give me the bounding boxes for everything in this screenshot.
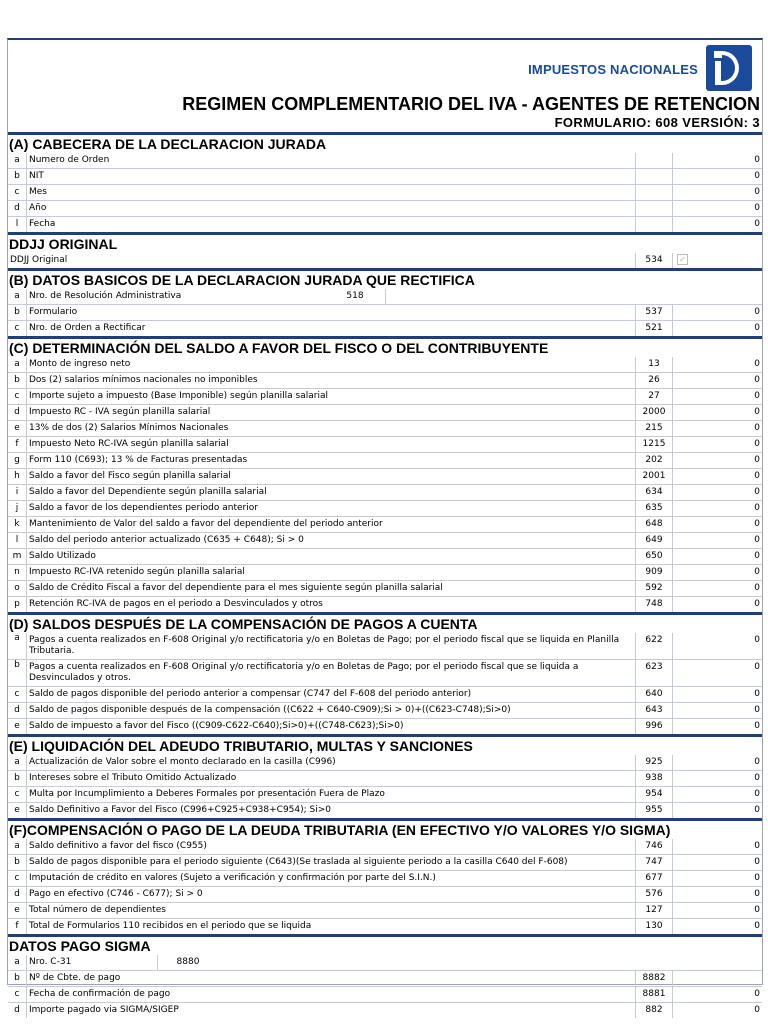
field-code: 130 (635, 919, 672, 934)
field-code: 8882 (635, 971, 672, 986)
field-code: 8881 (635, 987, 672, 1002)
field-code (635, 169, 672, 184)
section-title: DATOS PAGO SIGMA (8, 934, 762, 955)
row-letter: i (8, 485, 27, 500)
field-code (635, 153, 672, 168)
field-code: 747 (635, 855, 672, 870)
table-row (8, 565, 762, 581)
value-field[interactable]: 0 (672, 919, 762, 934)
section-sigma (8, 934, 762, 1018)
value-field[interactable]: 0 (672, 771, 762, 786)
value-field[interactable]: 0 (672, 581, 762, 596)
ddjj-original-checkbox[interactable] (672, 253, 762, 268)
field-code: 640 (635, 687, 672, 702)
row-spacer (218, 955, 762, 970)
table-row (8, 1003, 762, 1018)
field-code: 26 (635, 373, 672, 388)
value-field[interactable]: 0 (672, 185, 762, 200)
field-code: 623 (635, 660, 672, 686)
table-row (8, 321, 762, 336)
value-field[interactable]: 0 (672, 501, 762, 516)
row-letter: d (8, 201, 27, 216)
row-description: DDJJ Original (10, 255, 68, 265)
section-title: DDJJ ORIGINAL (8, 232, 762, 253)
row-description: Saldo de Crédito Fiscal a favor del dependiente para el mes siguiente según planilla salarial (29, 583, 443, 593)
table-row (8, 871, 762, 887)
field-code: 2000 (635, 405, 672, 420)
row-description: Importe sujeto a impuesto (Base Imponible) según planilla salarial (29, 391, 328, 401)
row-letter: f (8, 437, 27, 452)
value-field[interactable]: 0 (672, 405, 762, 420)
table-row (8, 485, 762, 501)
row-description: Saldo de impuesto a favor del Fisco ((C909-C622-C640);Si>0)+((C748-C623);Si>0) (29, 721, 404, 731)
field-code: 938 (635, 771, 672, 786)
row-letter: d (8, 1003, 27, 1018)
table-row (8, 803, 762, 818)
field-code: 649 (635, 533, 672, 548)
table-row (8, 887, 762, 903)
row-description: Dos (2) salarios mínimos nacionales no imponibles (29, 375, 258, 385)
row-letter: b (8, 855, 27, 870)
value-field[interactable]: 0 (672, 803, 762, 818)
row-description: Saldo del periodo anterior actualizado (C635 + C648); Si > 0 (29, 535, 304, 545)
row-letter: d (8, 703, 27, 718)
ddjj-row (8, 253, 762, 268)
value-field[interactable]: 0 (672, 153, 762, 168)
row-description: Saldo Definitivo a Favor del Fisco (C996+C925+C938+C954); Si>0 (29, 805, 332, 815)
row-letter: k (8, 517, 27, 532)
section-ddjj (8, 232, 762, 268)
form-header (8, 40, 762, 132)
table-row (8, 660, 762, 687)
table-row (8, 469, 762, 485)
row-letter: c (8, 185, 27, 200)
field-code: 643 (635, 703, 672, 718)
table-row (8, 405, 762, 421)
table-row (8, 787, 762, 803)
section-f (8, 818, 762, 934)
value-field[interactable]: 0 (672, 903, 762, 918)
row-letter: d (8, 887, 27, 902)
field-code: 996 (635, 719, 672, 734)
row-description: Saldo a favor del Dependiente según planilla salarial (29, 487, 267, 497)
row-description: Multa por Incumplimiento a Deberes Formales por presentación Fuera de Plazo (29, 789, 385, 799)
field-code: 925 (635, 755, 672, 770)
field-code: 518 (346, 291, 364, 301)
field-code: 634 (635, 485, 672, 500)
field-code: 622 (635, 633, 672, 659)
field-code: 650 (635, 549, 672, 564)
row-description: Saldo definitivo a favor del fisco (C955) (29, 841, 207, 851)
table-row (8, 755, 762, 771)
value-field[interactable]: 0 (672, 887, 762, 902)
row-description: Intereses sobre el Tributo Omitido Actualizado (29, 773, 237, 783)
row-description: 13% de dos (2) Salarios Mínimos Nacionales (29, 423, 229, 433)
table-row (8, 153, 762, 169)
field-code (635, 201, 672, 216)
value-field[interactable] (672, 971, 762, 986)
row-letter: e (8, 719, 27, 734)
table-row (8, 501, 762, 517)
value-field[interactable]: 0 (672, 373, 762, 388)
row-letter: a (8, 755, 27, 770)
table-row (8, 517, 762, 533)
field-code: 534 (635, 253, 672, 268)
form-subtitle: FORMULARIO: 608 VERSIÓN: 3 (554, 115, 760, 130)
row-description: Saldo a favor de los dependientes periodo anterior (29, 503, 258, 513)
row-description: Pagos a cuenta realizados en F-608 Original y/o rectificatoria y/o en Boletas de Pago; por el periodo fiscal que se liquida a Desvinculados y otros. (29, 662, 579, 683)
row-letter: c (8, 687, 27, 702)
row-description: Formulario (29, 307, 78, 317)
row-description: Nro. C-31 (29, 957, 72, 967)
field-code: 909 (635, 565, 672, 580)
row-letter: a (8, 839, 27, 854)
table-row (8, 903, 762, 919)
field-code: 576 (635, 887, 672, 902)
row-description: Fecha (29, 219, 56, 229)
section-a (8, 132, 762, 232)
table-row (8, 987, 762, 1003)
row-letter: l (8, 217, 27, 232)
row-description: Impuesto RC-IVA retenido según planilla salarial (29, 567, 245, 577)
form-sections (8, 132, 762, 1018)
row-letter: b (8, 971, 27, 986)
impuestos-logo-icon (706, 45, 752, 91)
value-field[interactable] (385, 289, 466, 304)
table-row (8, 549, 762, 565)
field-code (635, 217, 672, 232)
row-description: Imputación de crédito en valores (Sujeto a verificación y confirmación por parte del S.I.N.) (29, 873, 436, 883)
table-row (8, 421, 762, 437)
row-letter: b (8, 373, 27, 388)
row-description: Form 110 (C693); 13 % de Facturas presentadas (29, 455, 248, 465)
field-code: 954 (635, 787, 672, 802)
value-field[interactable]: 0 (672, 633, 762, 659)
field-code: 1215 (635, 437, 672, 452)
row-description: Mes (29, 187, 47, 197)
value-field[interactable]: 0 (672, 421, 762, 436)
row-description: Retención RC-IVA de pagos en el periodo a Desvinculados y otros (29, 599, 323, 609)
table-row (8, 185, 762, 201)
row-letter: e (8, 803, 27, 818)
table-row (8, 919, 762, 934)
table-row (8, 839, 762, 855)
row-letter: f (8, 919, 27, 934)
field-code: 127 (635, 903, 672, 918)
field-code: 202 (635, 453, 672, 468)
value-field[interactable]: 0 (672, 321, 762, 336)
row-letter: b (8, 771, 27, 786)
section-e (8, 734, 762, 818)
row-description: Fecha de confirmación de pago (29, 989, 171, 999)
row-description: NIT (29, 171, 44, 181)
row-description: Impuesto RC - IVA según planilla salarial (29, 407, 211, 417)
row-letter: c (8, 787, 27, 802)
field-code (635, 185, 672, 200)
row-description: Año (29, 203, 47, 213)
value-field[interactable]: 0 (672, 755, 762, 770)
value-field[interactable]: 0 (672, 453, 762, 468)
field-code: 521 (635, 321, 672, 336)
table-row (8, 771, 762, 787)
row-description: Numero de Orden (29, 155, 110, 165)
field-code: 13 (635, 357, 672, 372)
row-letter: a (8, 633, 27, 659)
row-description: Saldo Utilizado (29, 551, 96, 561)
field-code: 635 (635, 501, 672, 516)
row-letter: b (8, 660, 27, 686)
value-field[interactable]: 0 (672, 517, 762, 532)
brand-name: IMPUESTOS NACIONALES (528, 62, 698, 77)
table-row (8, 533, 762, 549)
row-description: Nro. de Orden a Rectificar (29, 323, 146, 333)
table-row (8, 217, 762, 232)
value-field[interactable]: 0 (672, 660, 762, 686)
table-row (8, 201, 762, 217)
row-letter: b (8, 169, 27, 184)
row-letter: c (8, 871, 27, 886)
value-field[interactable]: 0 (672, 703, 762, 718)
value-field[interactable]: 0 (672, 533, 762, 548)
value-field[interactable]: 0 (672, 469, 762, 484)
value-field[interactable]: 0 (672, 485, 762, 500)
section-d (8, 612, 762, 734)
table-row (8, 719, 762, 734)
table-row (8, 169, 762, 185)
row-description: Saldo de pagos disponible del periodo anterior a compensar (C747 del F-608 del periodo anterior) (29, 689, 472, 699)
table-row (8, 597, 762, 612)
row-letter: c (8, 987, 27, 1002)
field-code: 215 (635, 421, 672, 436)
row-letter: b (8, 305, 27, 320)
row-letter: h (8, 469, 27, 484)
table-row (8, 453, 762, 469)
value-field[interactable]: 0 (672, 201, 762, 216)
table-row (8, 633, 762, 660)
field-code: 746 (635, 839, 672, 854)
row-letter: a (8, 357, 27, 372)
row-letter: a (8, 955, 27, 970)
row-letter: c (8, 389, 27, 404)
row-description: Total de Formularios 110 recibidos en el periodo que se liquida (29, 921, 312, 931)
row-description: Pago en efectivo (C746 - C677); Si > 0 (29, 889, 203, 899)
section-title: (A) CABECERA DE LA DECLARACION JURADA (8, 132, 762, 153)
row-letter: o (8, 581, 27, 596)
field-code: 592 (635, 581, 672, 596)
table-row (8, 305, 762, 321)
row-letter: p (8, 597, 27, 612)
value-field[interactable]: 0 (672, 437, 762, 452)
value-field[interactable]: 0 (672, 987, 762, 1002)
value-field[interactable]: 0 (672, 871, 762, 886)
row-letter: a (8, 153, 27, 168)
row-description: Mantenimiento de Valor del saldo a favor del dependiente del periodo anterior (29, 519, 383, 529)
table-row (8, 581, 762, 597)
row-description: Total número de dependientes (29, 905, 166, 915)
field-code: 537 (635, 305, 672, 320)
value-field[interactable]: 0 (672, 389, 762, 404)
table-row (8, 971, 762, 987)
row-letter: n (8, 565, 27, 580)
value-field[interactable]: 0 (672, 1003, 762, 1018)
form-title: REGIMEN COMPLEMENTARIO DEL IVA - AGENTES DE RETENCION (182, 94, 760, 114)
row-description: Nº de Cbte. de pago (29, 973, 121, 983)
table-row (8, 703, 762, 719)
section-title: (C) DETERMINACIÓN DEL SALDO A FAVOR DEL FISCO O DEL CONTRIBUYENTE (8, 336, 762, 357)
row-letter: g (8, 453, 27, 468)
value-field[interactable]: 0 (672, 855, 762, 870)
field-code: 8880 (157, 955, 218, 970)
table-row (8, 389, 762, 405)
value-field[interactable]: 0 (672, 565, 762, 580)
table-row (8, 289, 762, 305)
row-description: Pagos a cuenta realizados en F-608 Original y/o rectificatoria y/o en Boletas de Pago; por el periodo fiscal que se liquida en Planilla Tributaria. (29, 635, 620, 656)
value-field[interactable]: 0 (672, 217, 762, 232)
row-description: Saldo de pagos disponible después de la compensación ((C622 + C640-C909);Si > 0)+((C623-C748);Si>0) (29, 705, 511, 715)
section-title: (E) LIQUIDACIÓN DEL ADEUDO TRIBUTARIO, MULTAS Y SANCIONES (8, 734, 762, 755)
field-code: 677 (635, 871, 672, 886)
value-field[interactable]: 0 (672, 787, 762, 802)
field-code: 882 (635, 1003, 672, 1018)
field-code: 2001 (635, 469, 672, 484)
table-row (8, 687, 762, 703)
value-field[interactable]: 0 (672, 549, 762, 564)
row-description: Saldo de pagos disponible para el periodo siguiente (C643)(Se traslada al siguiente periodo a la casilla C640 del F-608) (29, 857, 568, 867)
value-field[interactable]: 0 (672, 839, 762, 854)
row-description: Actualización de Valor sobre el monto declarado en la casilla (C996) (29, 757, 336, 767)
section-c (8, 336, 762, 612)
value-field[interactable]: 0 (672, 169, 762, 184)
section-title: (D) SALDOS DESPUÉS DE LA COMPENSACIÓN DE PAGOS A CUENTA (8, 612, 762, 633)
section-title: (B) DATOS BASICOS DE LA DECLARACION JURADA QUE RECTIFICA (8, 268, 762, 289)
row-letter: j (8, 501, 27, 516)
tax-form (7, 38, 763, 1015)
value-field[interactable]: 0 (672, 719, 762, 734)
checkmark-icon[interactable]: ✓ (677, 254, 688, 265)
row-description: Impuesto Neto RC-IVA según planilla salarial (29, 439, 229, 449)
row-description: Monto de ingreso neto (29, 359, 131, 369)
row-letter: m (8, 549, 27, 564)
row-letter: e (8, 421, 27, 436)
value-field[interactable]: 0 (672, 305, 762, 320)
value-field[interactable]: 0 (672, 597, 762, 612)
row-description: Nro. de Resolución Administrativa (29, 291, 182, 301)
table-row (8, 373, 762, 389)
row-description: Saldo a favor del Fisco según planilla salarial (29, 471, 231, 481)
field-code: 748 (635, 597, 672, 612)
table-row (8, 357, 762, 373)
table-row (8, 437, 762, 453)
row-spacer (466, 289, 762, 304)
table-row (8, 955, 762, 971)
row-letter: e (8, 903, 27, 918)
value-field[interactable]: 0 (672, 687, 762, 702)
field-code: 955 (635, 803, 672, 818)
row-description: Importe pagado via SIGMA/SIGEP (29, 1005, 179, 1015)
field-code: 648 (635, 517, 672, 532)
section-b (8, 268, 762, 336)
value-field[interactable]: 0 (672, 357, 762, 372)
row-letter: a (8, 289, 27, 304)
section-title: (F)COMPENSACIÓN O PAGO DE LA DEUDA TRIBUTARIA (EN EFECTIVO Y/O VALORES Y/O SIGMA) (8, 818, 762, 839)
row-letter: d (8, 405, 27, 420)
field-code: 27 (635, 389, 672, 404)
row-letter: l (8, 533, 27, 548)
row-letter: c (8, 321, 27, 336)
table-row (8, 855, 762, 871)
